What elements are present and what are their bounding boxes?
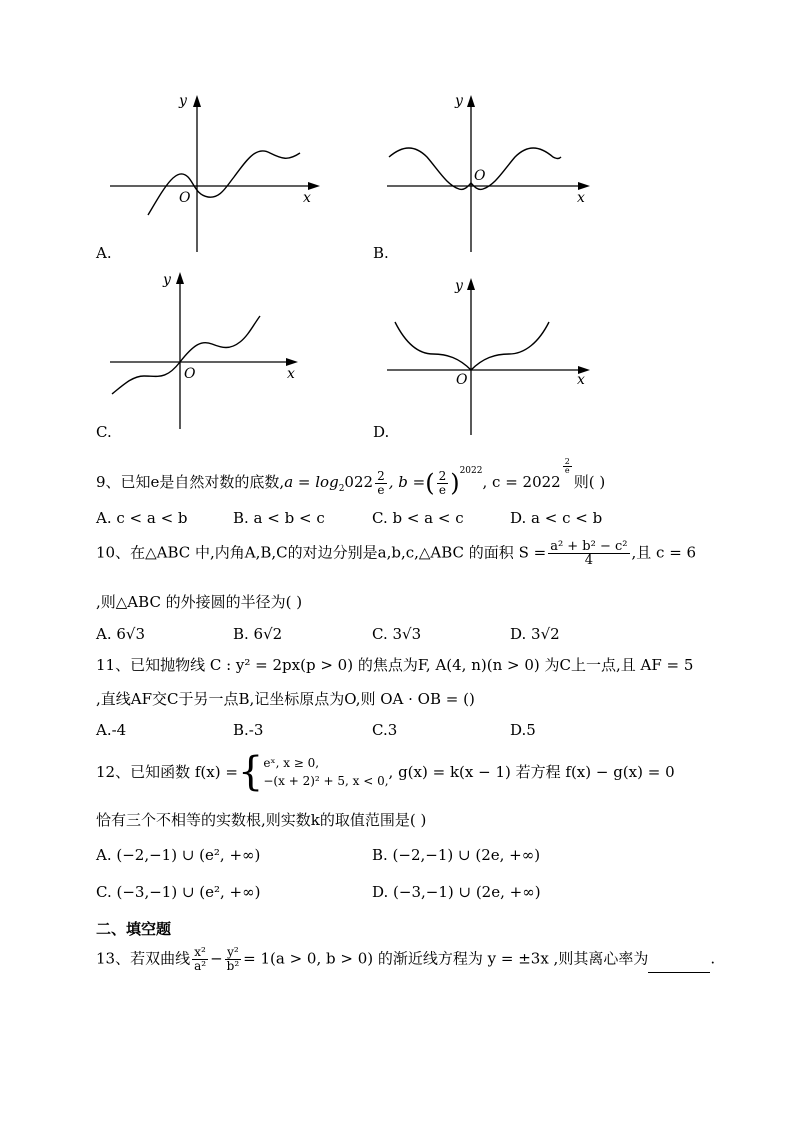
q12-option-c: C. (−3,−1) ∪ (e², +∞) [96,883,261,901]
q13-frac-x-den: a² [194,959,207,973]
q9-b-frac-den: e [438,482,446,497]
section-fill-in-title: 二、填空题 [96,920,172,938]
q9-option-a: A. c < a < b [96,509,188,527]
graph-a-x-label: x [303,190,311,206]
q13-frac-x [192,946,208,973]
graph-d-x-label: x [577,372,585,388]
q9-a-sub: 2 [338,484,345,494]
q9-stem-pre: 9、已知e是自然对数的底数, [96,473,285,491]
q10-area-frac [548,540,629,567]
q13-post: . [710,949,716,968]
graph-d-option-label: D. [373,423,390,441]
q9-a-frac-den: e [377,482,385,497]
graph-c-svg [108,272,303,432]
q13-answer-blank[interactable] [648,958,710,973]
q9-b-paren-close: ) [450,469,460,497]
q10-frac-den: 4 [584,553,593,568]
q10-frac-num: a² + b² − c² [550,539,628,554]
q12-brace: { [237,749,264,795]
graph-b-option-label: B. [373,244,389,262]
graph-d-origin-label: O [456,372,468,388]
q13-minus: − [210,949,223,968]
q12-line1 [96,749,675,796]
q9-b-sup: 2022 [459,466,483,476]
q9-a-frac-num: 2 [377,468,385,483]
q9-c-sup-num: 2 [564,457,570,466]
graph-b-origin-label: O [474,168,486,184]
q9-option-c: C. b < a < c [372,509,464,527]
q9-c-sup-frac [563,458,572,475]
q12-line1-post: , g(x) = k(x − 1) 若方程 f(x) − g(x) = 0 [388,763,675,781]
q9-c-expr: , c = 2022 [482,473,561,491]
q11-option-b: B.-3 [233,721,264,739]
q12-case2: −(x + 2)² + 5, x < 0, [263,774,389,788]
q13-frac-y [225,946,242,973]
q13-frac-y-den: b² [226,959,240,973]
q9-option-b: B. a < b < c [233,509,325,527]
q12-line2: 恰有三个不相等的实数根,则实数k的取值范围是( ) [96,811,427,829]
graph-a-svg [108,95,323,255]
q9-a-num: 022 [344,473,374,491]
graph-c-y-label: y [163,272,171,288]
q12-case1: eˣ, x ≥ 0, [263,756,320,770]
q13-pre: 13、若双曲线 [96,949,191,968]
q10-option-c: C. 3√3 [372,625,422,643]
q11-option-d: D.5 [510,721,536,739]
q9-a-frac [375,470,387,497]
q13-line [96,946,715,973]
q9-c-sup-den: e [564,466,570,475]
q10-line2: ,则△ABC 的外接圆的半径为( ) [96,593,303,611]
q9-option-d: D. a < c < b [510,509,603,527]
q9-b-paren-open: ( [425,469,435,497]
q13-mid: = 1(a > 0, b > 0) 的渐近线方程为 y = ±3x ,则其离心率为 [243,949,649,968]
graph-b-svg [385,95,595,255]
q10-line1-post: ,且 c = 6 [631,543,697,562]
graph-a-origin-label: O [179,190,191,206]
graph-a [108,95,323,255]
q10-line1 [96,540,696,567]
graph-c-x-label: x [287,366,295,382]
graph-d-svg [385,278,595,438]
q13-frac-x-num: x² [192,946,208,960]
graph-a-option-label: A. [96,244,112,262]
graph-c-option-label: C. [96,423,112,441]
q12-line1-pre: 12、已知函数 f(x) = [96,763,238,781]
q13-frac-y-num: y² [225,946,242,960]
q9-b-expr: , b = [388,473,426,491]
q9-b-frac-num: 2 [438,468,447,483]
q10-line1-pre: 10、在△ABC 中,内角A,B,C的对边分别是a,b,c,△ABC 的面积 S = [96,543,547,562]
q11-option-a: A.-4 [96,721,127,739]
graph-c-origin-label: O [184,366,196,382]
graph-b [385,95,595,255]
graph-b-y-label: y [455,93,463,109]
graph-d [385,278,595,438]
q11-line1: 11、已知抛物线 C : y² = 2px(p > 0) 的焦点为F, A(4, n)(n > 0) 为C上一点,且 AF = 5 [96,656,694,674]
graph-b-x-label: x [577,190,585,206]
q10-option-b: B. 6√2 [233,625,283,643]
q12-option-d: D. (−3,−1) ∪ (2e, +∞) [372,883,541,901]
q10-option-a: A. 6√3 [96,625,146,643]
q9-b-frac [437,470,449,497]
graph-c [108,272,303,432]
q9-stem [96,458,605,497]
q9-a-expr: a = log [284,473,339,491]
graph-a-y-label: y [179,93,187,109]
q10-option-d: D. 3√2 [510,625,560,643]
graph-d-y-label: y [455,278,463,294]
q9-stem-post: 则( ) [573,473,606,491]
q12-cases [263,754,388,790]
q12-option-a: A. (−2,−1) ∪ (e², +∞) [96,846,261,864]
q11-option-c: C.3 [372,721,398,739]
q12-option-b: B. (−2,−1) ∪ (2e, +∞) [372,846,541,864]
q11-line2: ,直线AF交C于另一点B,记坐标原点为O,则 OA · OB = () [96,690,475,708]
